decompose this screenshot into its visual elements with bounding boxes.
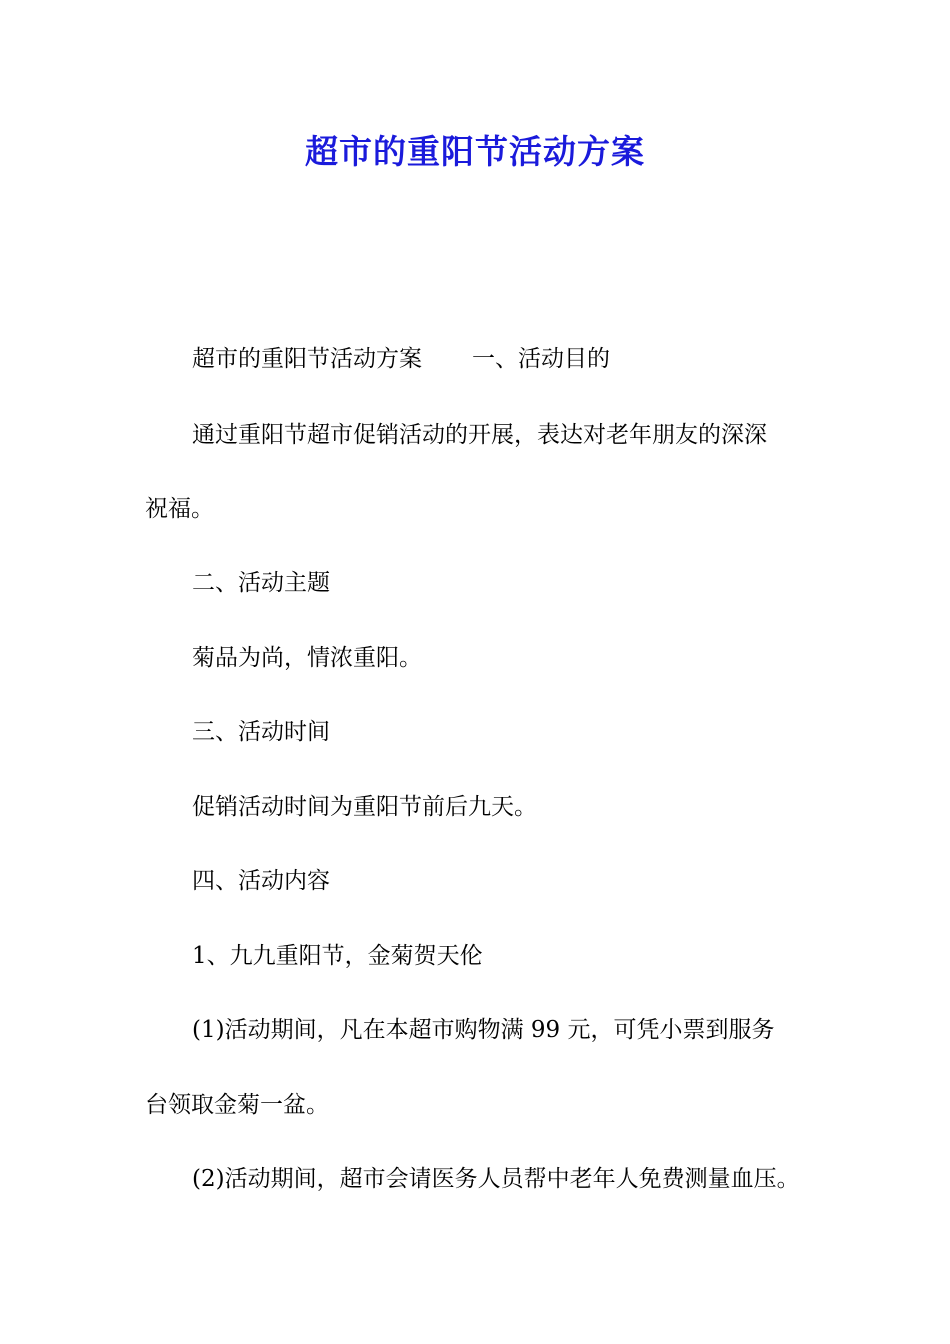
intro-title: 超市的重阳节活动方案 bbox=[192, 346, 422, 372]
item1-point1-line2: 台领取金菊一盆。 bbox=[145, 1092, 329, 1118]
section3-heading: 三、活动时间 bbox=[192, 719, 330, 745]
item1-heading: 1、九九重阳节，金菊贺天伦 bbox=[192, 943, 483, 969]
section2-text: 菊品为尚，情浓重阳。 bbox=[192, 645, 422, 671]
section4-heading: 四、活动内容 bbox=[192, 868, 330, 894]
section1-heading: 一、活动目的 bbox=[472, 346, 610, 372]
item1-point2: (2)活动期间，超市会请医务人员帮中老年人免费测量血压。 bbox=[192, 1166, 800, 1192]
section3-text: 促销活动时间为重阳节前后九天。 bbox=[192, 794, 537, 820]
section2-heading: 二、活动主题 bbox=[192, 570, 330, 596]
intro-line bbox=[192, 342, 610, 376]
document-title: 超市的重阳节活动方案 bbox=[305, 132, 645, 171]
section1-text-line2: 祝福。 bbox=[145, 496, 214, 522]
section1-text-line1: 通过重阳节超市促销活动的开展，表达对老年朋友的深深 bbox=[192, 422, 767, 448]
item1-point1-line1: (1)活动期间，凡在本超市购物满 99 元，可凭小票到服务 bbox=[192, 1017, 775, 1043]
